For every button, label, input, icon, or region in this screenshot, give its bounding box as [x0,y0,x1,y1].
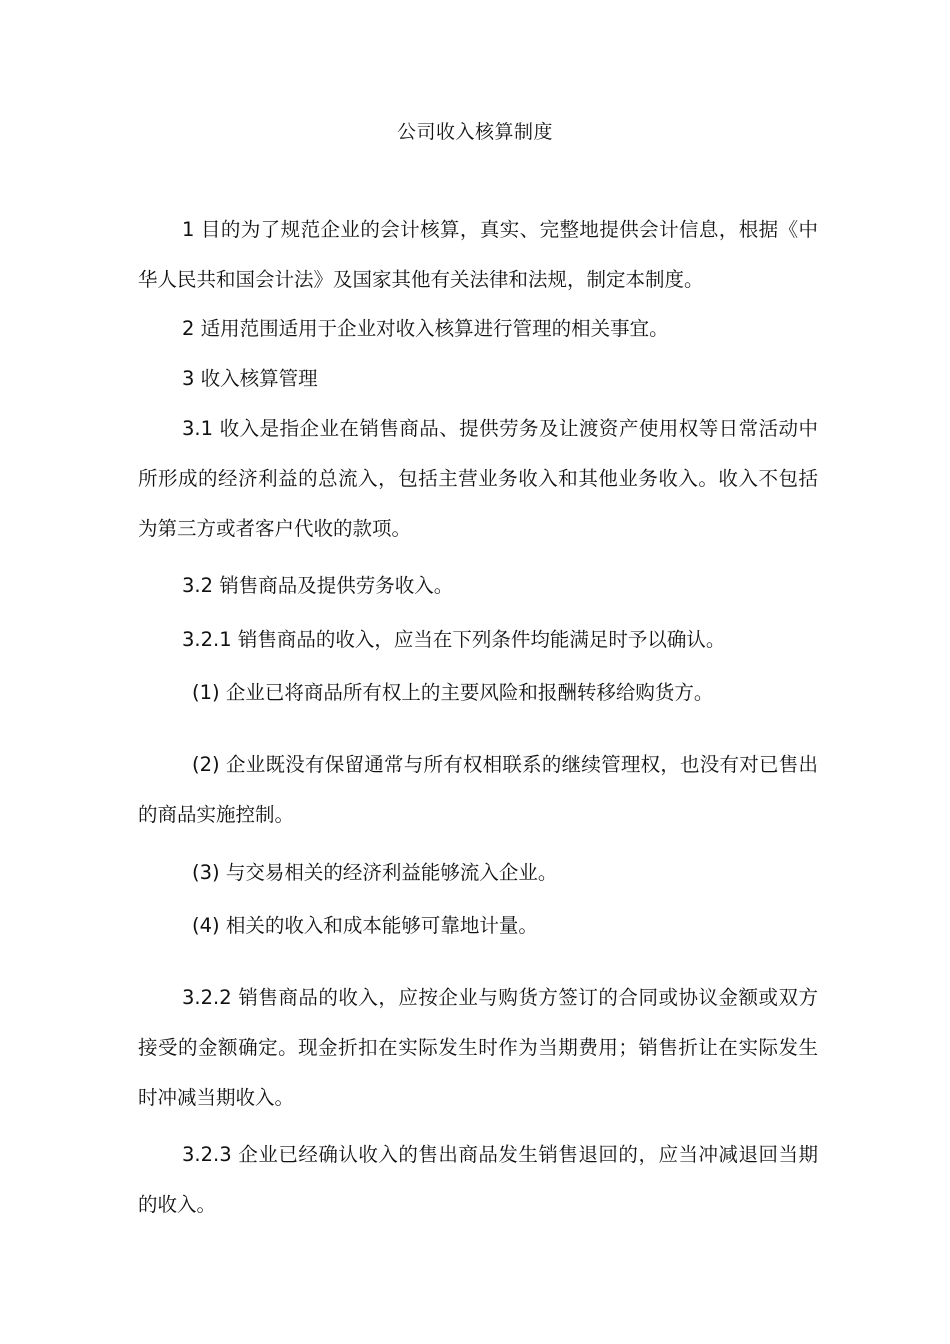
paragraph-3-2: 3.2 销售商品及提供劳务收入。 [182,574,454,597]
paragraph-section-3: 3 收入核算管理 [182,367,318,390]
list-item-condition-1: (1) 企业已将商品所有权上的主要风险和报酬转移给购货方。 [192,681,714,704]
list-item-condition-3: (3) 与交易相关的经济利益能够流入企业。 [192,861,558,884]
document-title: 公司收入核算制度 [396,121,553,143]
list-item-condition-4: (4) 相关的收入和成本能够可靠地计量。 [192,914,538,937]
paragraph-3-2-1: 3.2.1 销售商品的收入，应当在下列条件均能满足时予以确认。 [182,628,726,651]
paragraph-3-2-2: 3.2.2 销售商品的收入，应按企业与购货方签订的合同或协议金额或双方接受的金额确定。现金折扣在实际发生时作为当期费用；销售折让在实际发生时冲减当期收入。 [138,986,818,1109]
paragraph-3-2-3: 3.2.3 企业已经确认收入的售出商品发生销售退回的，应当冲减退回当期的收入。 [138,1143,818,1216]
paragraph-3-1: 3.1 收入是指企业在销售商品、提供劳务及让渡资产使用权等日常活动中所形成的经济利益的总流入，包括主营业务收入和其他业务收入。收入不包括为第三方或者客户代收的款项。 [138,417,818,540]
paragraph-purpose: 1 目的为了规范企业的会计核算，真实、完整地提供会计信息，根据《中华人民共和国会计法》及国家其他有关法律和法规，制定本制度。 [138,218,818,291]
paragraph-scope: 2 适用范围适用于企业对收入核算进行管理的相关事宜。 [182,317,669,340]
list-item-condition-2: (2) 企业既没有保留通常与所有权相联系的继续管理权，也没有对已售出的商品实施控制。 [138,753,818,826]
